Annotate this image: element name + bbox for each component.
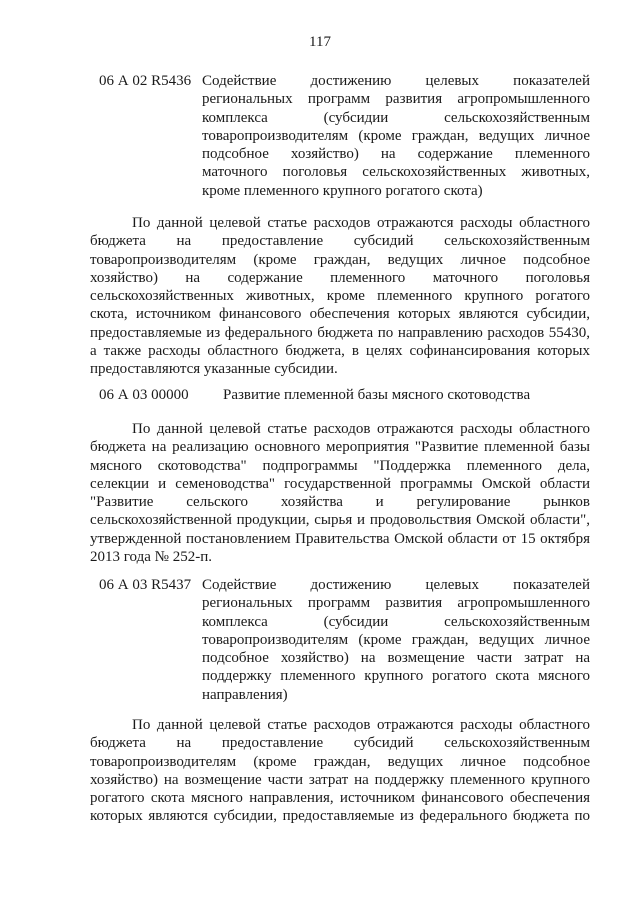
title-line: поддержку племенного крупного рогатого скота мясного [202, 668, 590, 685]
section-title [202, 72, 590, 200]
title-line: комплекса (субсидии сельскохозяйственным [202, 613, 590, 630]
section-code: 06 А 02 R5436 [99, 73, 192, 89]
title-line: маточного поголовья сельскохозяйственных животных, [202, 164, 590, 181]
title-line: Содействие достижению целевых показателей [202, 73, 590, 89]
paragraph-line: бюджета на реализацию основного мероприятия "Развитие племенной базы [90, 439, 590, 456]
title-line: региональных программ развития агропромышленного [202, 595, 590, 612]
paragraph-line: 2013 года № 252-п. [90, 549, 212, 566]
paragraph-line: товаропроизводителям (кроме граждан, ведущих личное подсобное [90, 753, 590, 770]
section-title [223, 386, 603, 404]
paragraph-line: рогатого скота мясного направления, источником финансового обеспечения [90, 790, 590, 807]
paragraph-line: "Развитие сельского хозяйства и регулирование рынков [90, 494, 590, 511]
title-line: региональных программ развития агропромышленного [202, 91, 590, 108]
paragraph-line: бюджета на предоставление субсидий сельскохозяйственным [90, 233, 590, 250]
paragraph-line: утвержденной постановлением Правительства Омской области от 15 октября [90, 530, 590, 547]
title-line: товаропроизводителям (кроме граждан, ведущих личное [202, 631, 590, 648]
paragraph-line: сельскохозяйственных животных, кроме племенного крупного рогатого [90, 288, 590, 305]
title-line: кроме племенного крупного рогатого скота) [202, 182, 483, 199]
title-line: направления) [202, 686, 288, 703]
paragraph-line: селекции и семеноводства" государственной программы Омской области [90, 475, 590, 492]
paragraph-line: предоставляются указанные субсидии. [90, 361, 338, 378]
section-title [202, 576, 590, 704]
section-paragraph [90, 214, 590, 379]
paragraph-line: По данной целевой статье расходов отражаются расходы областного [132, 717, 590, 733]
title-line: товаропроизводителям (кроме граждан, ведущих личное [202, 127, 590, 144]
paragraph-line: По данной целевой статье расходов отражаются расходы областного [132, 215, 590, 231]
paragraph-line: предоставляемые из федерального бюджета по направлению расходов 55430, [90, 324, 590, 341]
page-number: 117 [309, 34, 331, 50]
paragraph-line: скота, источником финансового обеспечения которых являются субсидии, [90, 306, 590, 323]
paragraph-line: хозяйство) на содержание племенного маточного поголовья [90, 269, 590, 286]
paragraph-line: хозяйство) на возмещение части затрат на поддержку племенного крупного [90, 771, 590, 788]
section-paragraph [90, 420, 590, 566]
section-paragraph [90, 716, 590, 826]
paragraph-line: По данной целевой статье расходов отражаются расходы областного [132, 421, 590, 437]
paragraph-line: а также расходы областного бюджета, в целях софинансирования которых [90, 343, 590, 360]
title-line: комплекса (субсидии сельскохозяйственным [202, 109, 590, 126]
paragraph-line: сельскохозяйственной продукции, сырья и продовольствия Омской области", [90, 512, 590, 529]
section-code: 06 А 03 R5437 [99, 577, 192, 593]
paragraph-line: которых являются субсидии, предоставляемые из федерального бюджета по [90, 808, 590, 825]
paragraph-line: мясного скотоводства" подпрограммы "Поддержка племенного дела, [90, 457, 590, 474]
section-code: 06 А 03 00000 [99, 387, 189, 403]
title-line: Содействие достижению целевых показателей [202, 577, 590, 593]
title-line: подсобное хозяйство) на возмещение части затрат на [202, 650, 590, 667]
paragraph-line: бюджета на предоставление субсидий сельскохозяйственным [90, 735, 590, 752]
paragraph-line: товаропроизводителям (кроме граждан, ведущих личное подсобное [90, 251, 590, 268]
title-line: подсобное хозяйство) на содержание племенного [202, 146, 590, 163]
title-line: Развитие племенной базы мясного скотоводства [223, 387, 531, 403]
